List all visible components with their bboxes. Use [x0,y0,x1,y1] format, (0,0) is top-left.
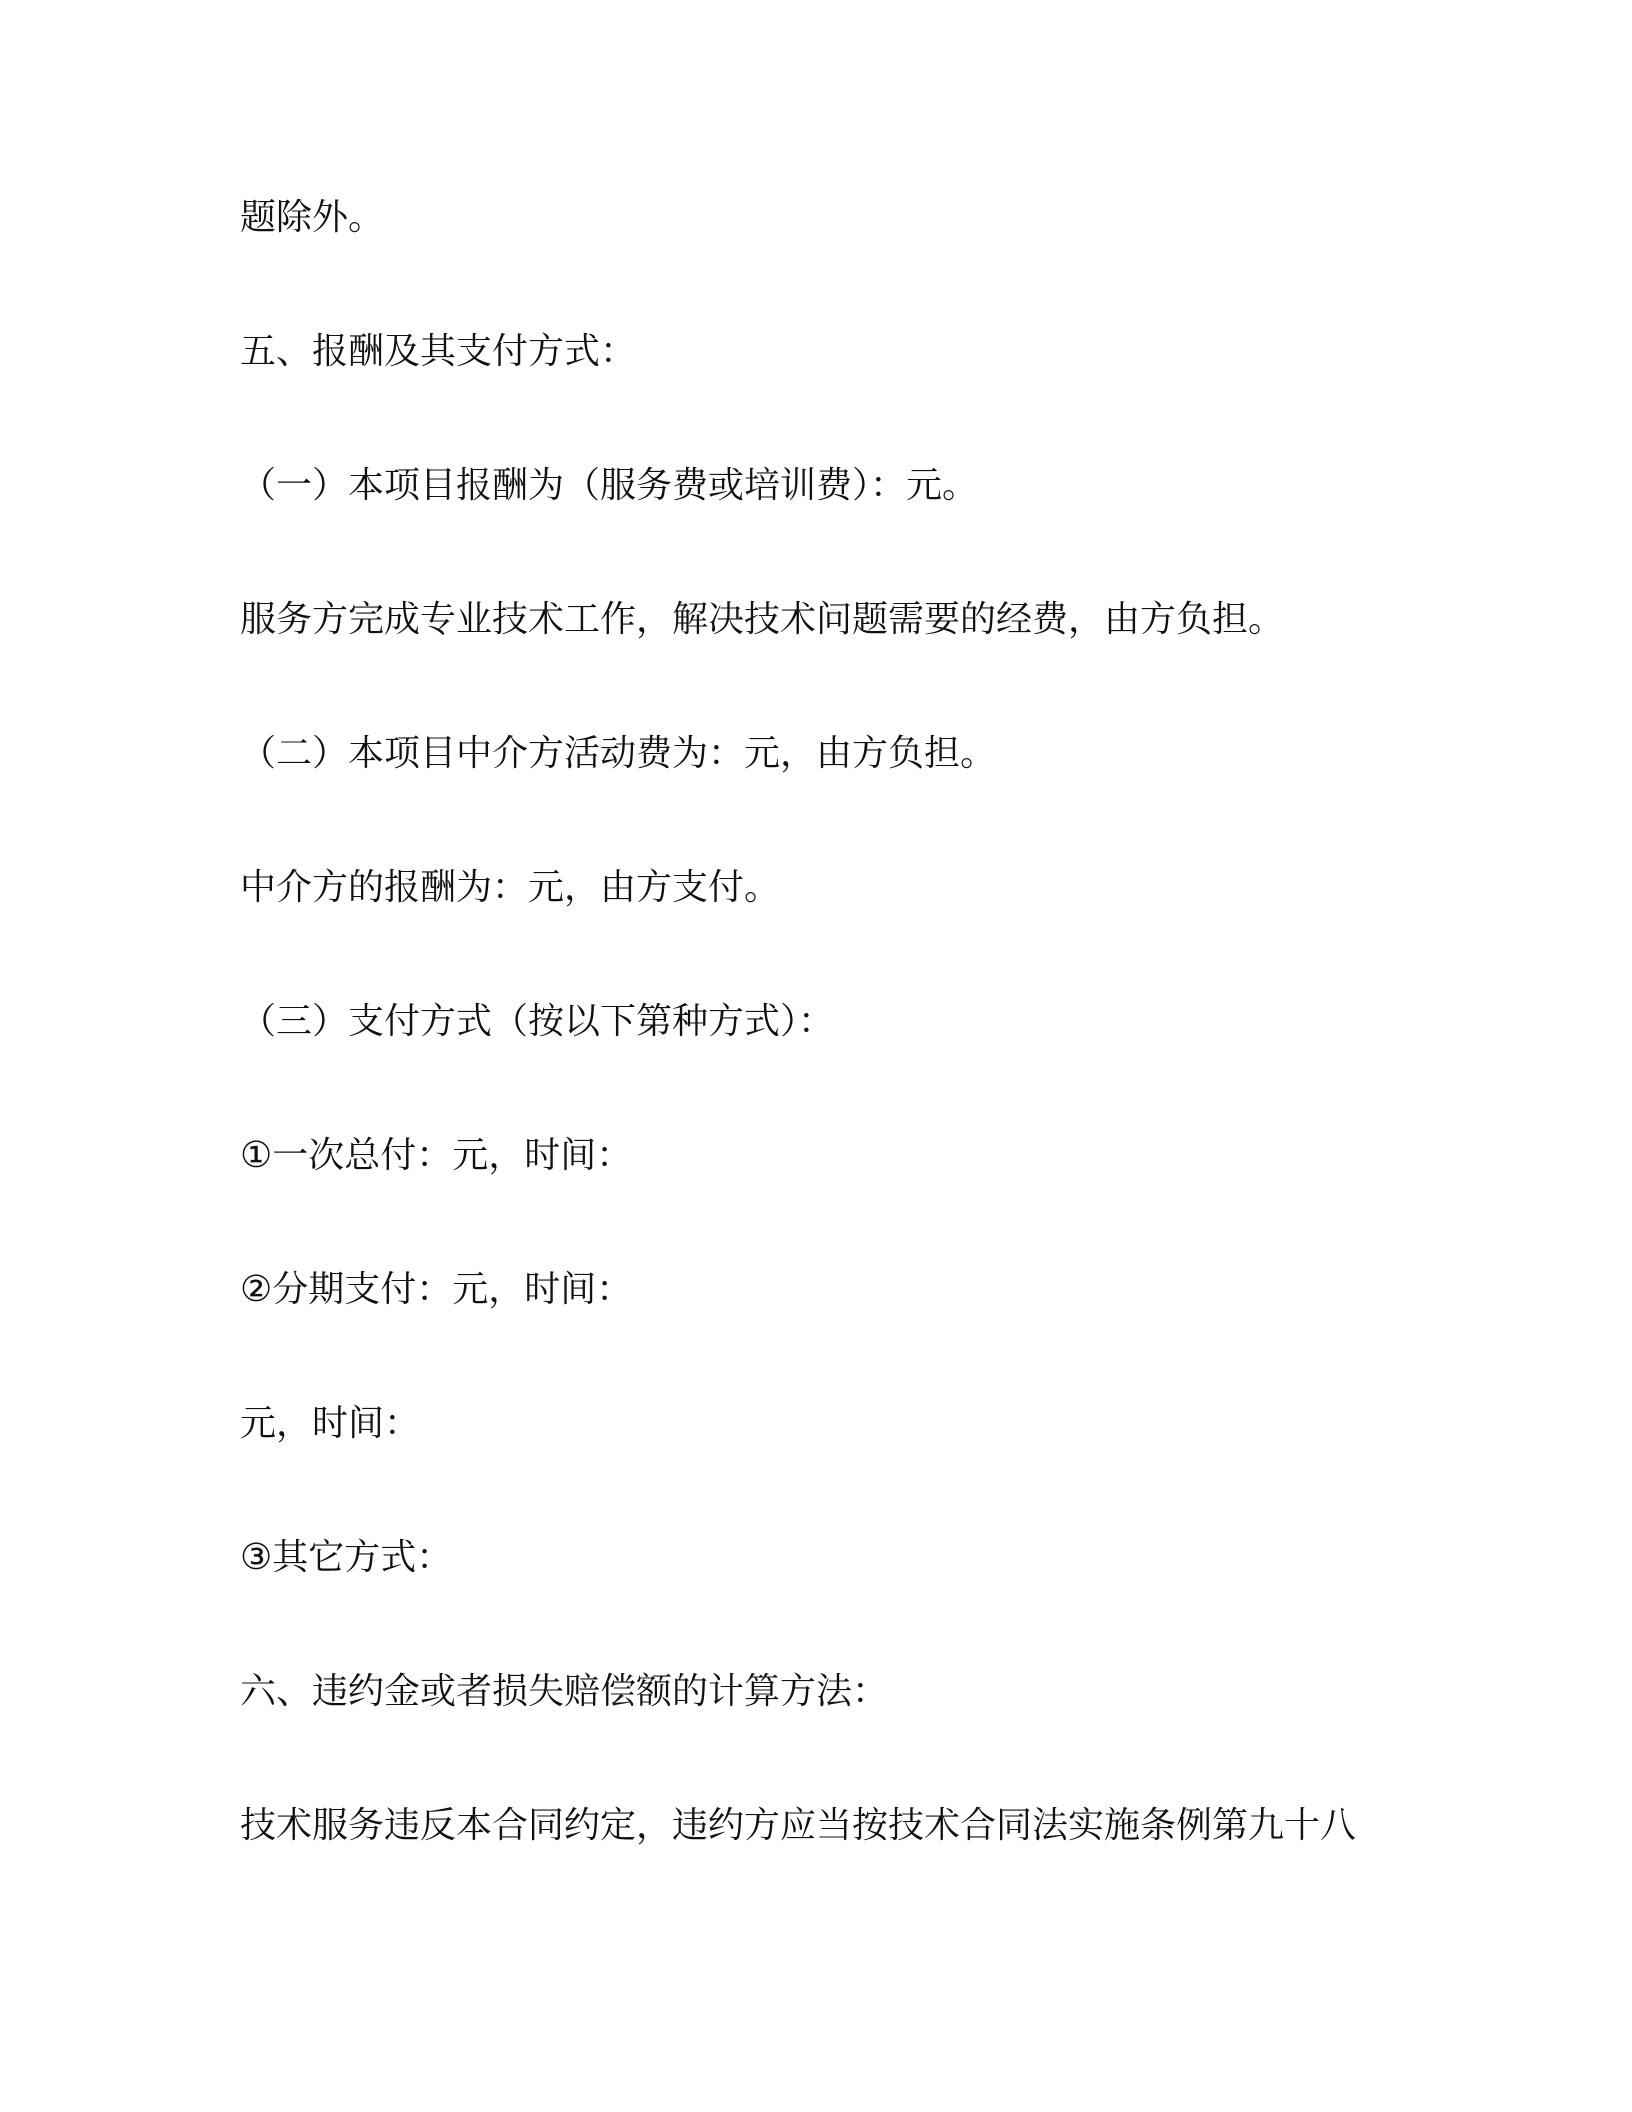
payment-option-installments: ②分期支付：元，时间： [240,1269,633,1310]
clause-payment-method: （三）支付方式（按以下第种方式）： [240,1001,835,1042]
payment-installment-line: 元，时间： [240,1403,421,1444]
clause-project-remuneration: （一）本项目报酬为（服务费或培训费）：元。 [240,465,979,506]
text-line-continuation: 题除外。 [240,197,385,238]
text-line-service-cost: 服务方完成专业技术工作，解决技术问题需要的经费，由方负担。 [240,599,1285,640]
section-heading-penalty: 六、违约金或者损失赔偿额的计算方法： [240,1671,889,1712]
payment-option-other: ③其它方式： [240,1537,453,1578]
section-heading-remuneration: 五、报酬及其支付方式： [240,331,637,372]
text-line-intermediary-remuneration: 中介方的报酬为：元，由方支付。 [240,867,781,908]
payment-option-lump-sum: ①一次总付：元，时间： [240,1135,633,1176]
clause-intermediary-fee: （二）本项目中介方活动费为：元，由方负担。 [240,733,997,774]
text-line-breach-of-contract: 技术服务违反本合同约定，违约方应当按技术合同法实施条例第九十八 [240,1805,1357,1846]
